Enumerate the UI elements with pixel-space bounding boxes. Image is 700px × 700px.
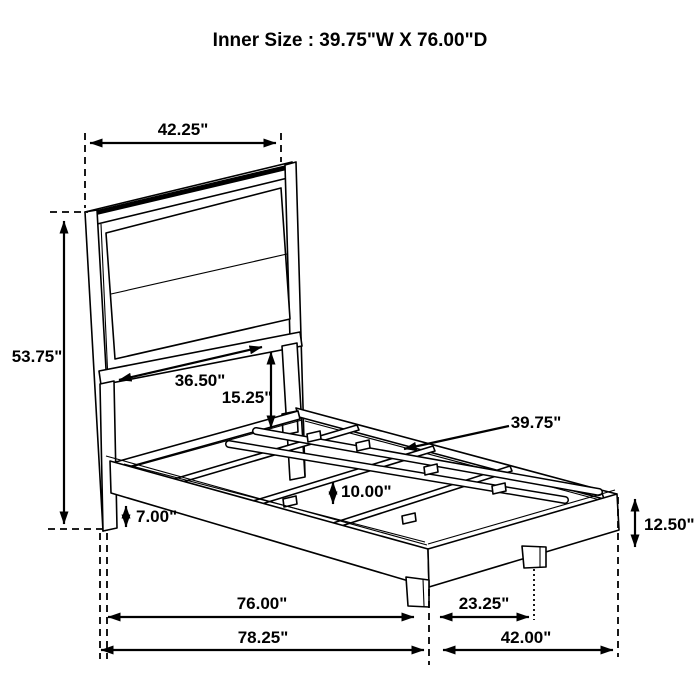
dim-label-footboard-height: 12.50": [644, 515, 695, 534]
headboard-left-leg: [100, 381, 117, 531]
front-center-leg: [406, 577, 429, 607]
dim-label-panel-height: 15.25": [221, 388, 273, 407]
dim-label-overall-depth: 78.25": [237, 628, 289, 647]
bed-frame: [106, 408, 619, 607]
leader-inner-width: [404, 426, 509, 449]
head-rail-inner-line: [128, 420, 302, 468]
dim-label-foot-section: 23.25": [458, 594, 510, 613]
dimension-arrows: [64, 143, 635, 650]
bracket-6: [402, 513, 416, 524]
dim-label-panel-width: 36.50": [174, 371, 226, 390]
dim-label-rail-gap: 7.00": [136, 507, 178, 526]
foot-rail: [428, 494, 619, 587]
dim-label-inner-width: 39.75": [510, 413, 562, 432]
dim-label-headboard-height: 53.75": [11, 347, 63, 366]
dim-label-headboard-width: 42.25": [157, 120, 209, 139]
diagram-title: Inner Size : 39.75"W X 76.00"D: [212, 30, 488, 51]
dim-label-support-height: 10.00": [341, 482, 392, 501]
dim-label-inner-depth: 76.00": [236, 594, 288, 613]
bracket-3: [424, 464, 438, 475]
dim-label-overall-width: 42.00": [500, 628, 552, 647]
foot-right-leg: [522, 546, 546, 568]
